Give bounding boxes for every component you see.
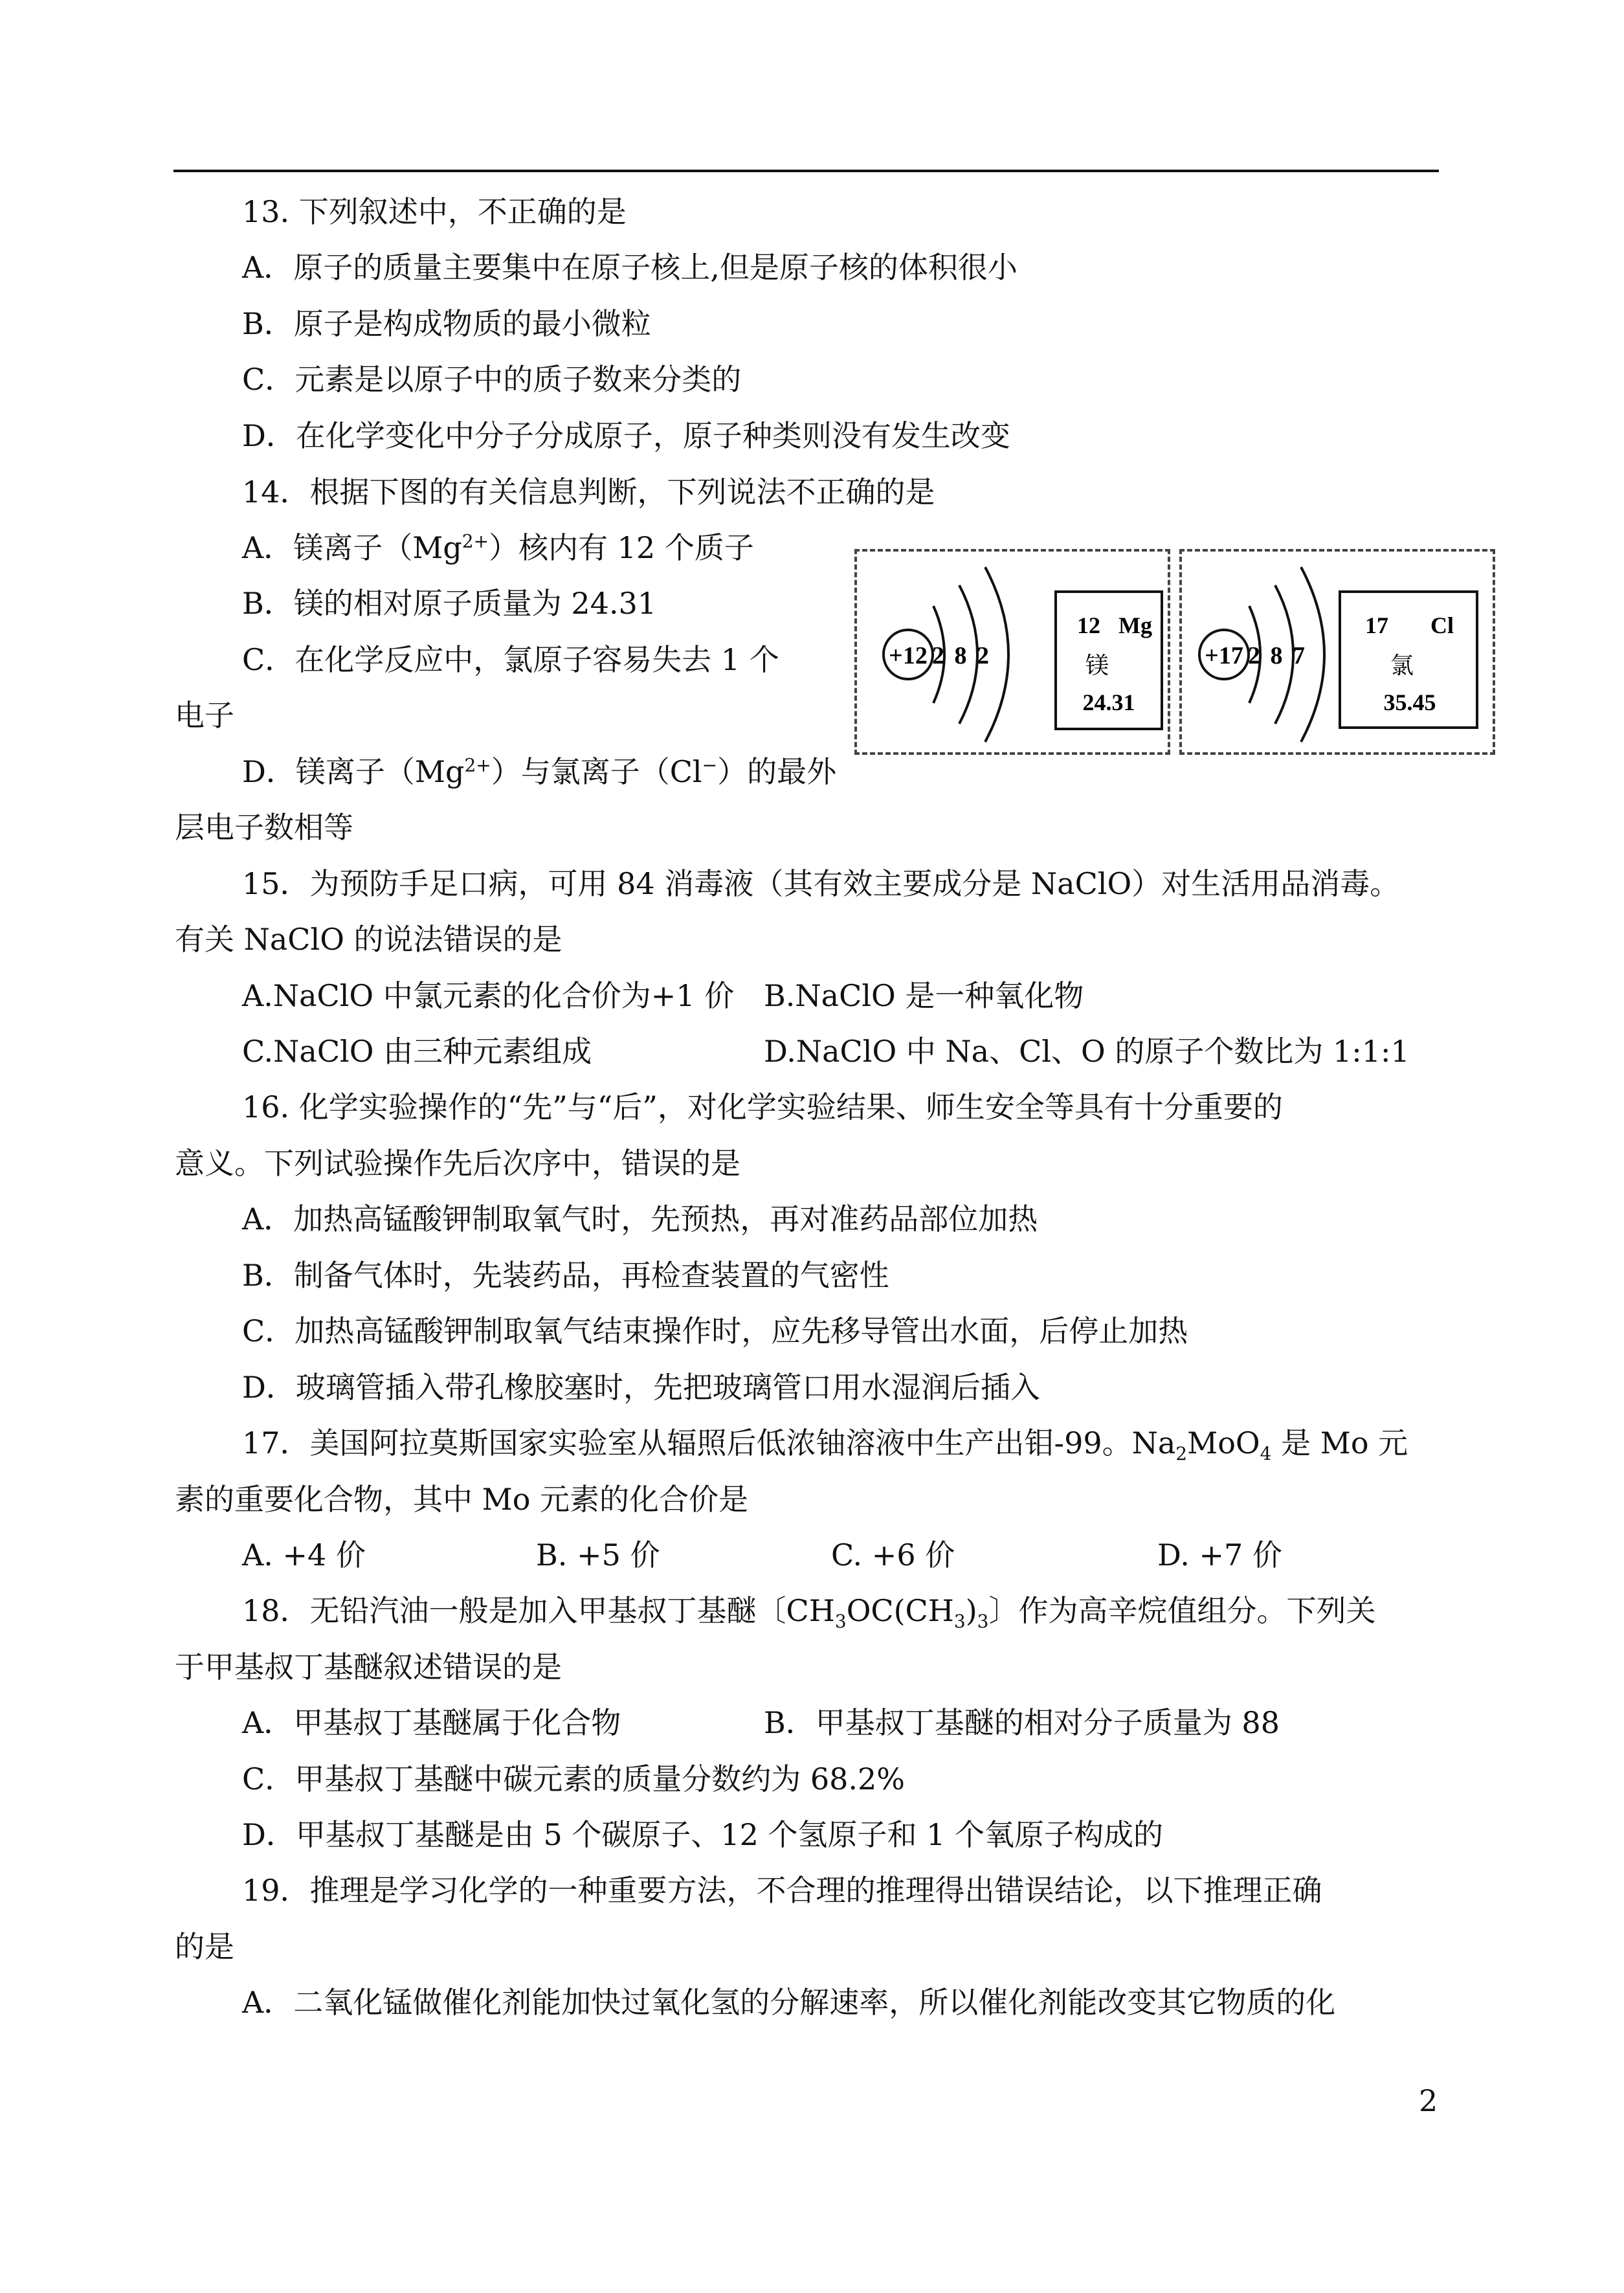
q18-stem: 18．无铅汽油一般是加入甲基叔丁基醚〔$CH_3OC(CH_3)_3$〕作为高辛烷值组分。下列关 [242, 1593, 1376, 1633]
q16-option-d: D．玻璃管插入带孔橡胶塞时，先把玻璃管口用水湿润后插入 [242, 1370, 1040, 1405]
q14-option-d-cont: 层电子数相等 [175, 810, 353, 845]
mg-atomic-number: 12 [1077, 612, 1100, 638]
q17-option-a: A. +4 价 [242, 1538, 366, 1572]
q16-option-c: C．加热高锰酸钾制取氧气结束操作时，应先移导管出水面，后停止加热 [242, 1314, 1188, 1348]
cl-figure [1179, 549, 1495, 755]
mg-figure [854, 549, 1170, 755]
header-rule [173, 170, 1439, 172]
mg-nucleus-charge: +12 [889, 642, 928, 669]
q19-stem-cont: 的是 [175, 1929, 234, 1964]
q15-option-d: D.NaClO 中 Na、Cl、O 的原子个数比为 1:1:1 [764, 1034, 1410, 1069]
q19-stem: 19．推理是学习化学的一种重要方法，不合理的推理得出错误结论，以下推理正确 [242, 1873, 1322, 1908]
q17-option-c: C. +6 价 [831, 1538, 955, 1572]
mg-atom-structure-diagram [857, 552, 1168, 752]
cl-atomic-mass: 35.45 [1383, 689, 1436, 715]
q13-option-d: D．在化学变化中分子分成原子，原子种类则没有发生改变 [242, 418, 1010, 453]
q17-option-d: D. +7 价 [1157, 1538, 1282, 1572]
q15-option-b: B.NaClO 是一种氧化物 [764, 978, 1084, 1013]
q16-option-a: A．加热高锰酸钾制取氧气时，先预热，再对准药品部位加热 [242, 1202, 1038, 1236]
q17-stem-cont: 素的重要化合物，其中 Mo 元素的化合价是 [175, 1482, 749, 1517]
cl-shell-electrons: 2 8 7 [1248, 642, 1305, 669]
q17-stem: 17．美国阿拉莫斯国家实验室从辐照后低浓铀溶液中生产出钼-99。$Na_2MoO_4$ 是 Mo 元 [242, 1426, 1408, 1465]
q13-option-b: B．原子是构成物质的最小微粒 [242, 306, 651, 341]
cl-atomic-number: 17 [1365, 612, 1388, 638]
mg-shell-electrons: 2 8 2 [932, 642, 989, 669]
q17-option-b: B. +5 价 [536, 1538, 660, 1572]
q15-option-c: C.NaClO 由三种元素组成 [242, 1034, 592, 1069]
q14-option-a: A．镁离子$(Mg^{2+})$核内有 12 个质子 [242, 530, 754, 565]
mg-name: 镁 [1085, 653, 1109, 679]
cl-atom-structure-diagram [1182, 552, 1493, 752]
q15-stem: 15．为预防手足口病，可用 84 消毒液（其有效主要成分是 NaClO）对生活用品消毒。 [242, 866, 1400, 901]
q16-stem: 16. 化学实验操作的“先”与“后”，对化学实验结果、师生安全等具有十分重要的 [242, 1090, 1283, 1124]
q16-option-b: B．制备气体时，先装药品，再检查装置的气密性 [242, 1258, 889, 1293]
q13-option-c: C．元素是以原子中的质子数来分类的 [242, 362, 742, 397]
q18-option-b: B．甲基叔丁基醚的相对分子质量为 88 [764, 1705, 1280, 1740]
page-number: 2 [1419, 2083, 1438, 2118]
q18-option-a: A．甲基叔丁基醚属于化合物 [242, 1705, 621, 1740]
q14-option-b: B．镁的相对原子质量为 24.31 [242, 586, 657, 621]
q19-option-a: A．二氧化锰做催化剂能加快过氧化氢的分解速率，所以催化剂能改变其它物质的化 [242, 1985, 1336, 2020]
mg-symbol: Mg [1118, 612, 1152, 638]
q18-stem-cont: 于甲基叔丁基醚叙述错误的是 [175, 1650, 562, 1684]
q14-option-c: C．在化学反应中，氯原子容易失去 1 个 [242, 642, 779, 677]
q13-option-a: A．原子的质量主要集中在原子核上,但是原子核的体积很小 [242, 250, 1018, 285]
q18-option-c: C．甲基叔丁基醚中碳元素的质量分数约为 68.2% [242, 1762, 905, 1796]
cl-name: 氯 [1390, 653, 1414, 679]
q14-option-d: D．镁离子$(Mg^{2+})$与氯离子（Cl−）的最外 [242, 754, 837, 789]
q14-stem: 14．根据下图的有关信息判断，下列说法不正确的是 [242, 475, 935, 509]
q13-stem: 13. 下列叙述中，不正确的是 [242, 194, 627, 229]
q16-stem-cont: 意义。下列试验操作先后次序中，错误的是 [175, 1146, 740, 1181]
q15-stem-cont: 有关 NaClO 的说法错误的是 [175, 922, 562, 957]
q14-option-c-cont: 电子 [175, 698, 234, 733]
cl-symbol: Cl [1430, 612, 1454, 638]
q18-option-d: D．甲基叔丁基醚是由 5 个碳原子、12 个氢原子和 1 个氧原子构成的 [242, 1817, 1164, 1852]
cl-nucleus-charge: +17 [1205, 642, 1243, 669]
mg-atomic-mass: 24.31 [1082, 689, 1135, 715]
q15-option-a: A.NaClO 中氯元素的化合价为+1 价 [242, 978, 735, 1013]
